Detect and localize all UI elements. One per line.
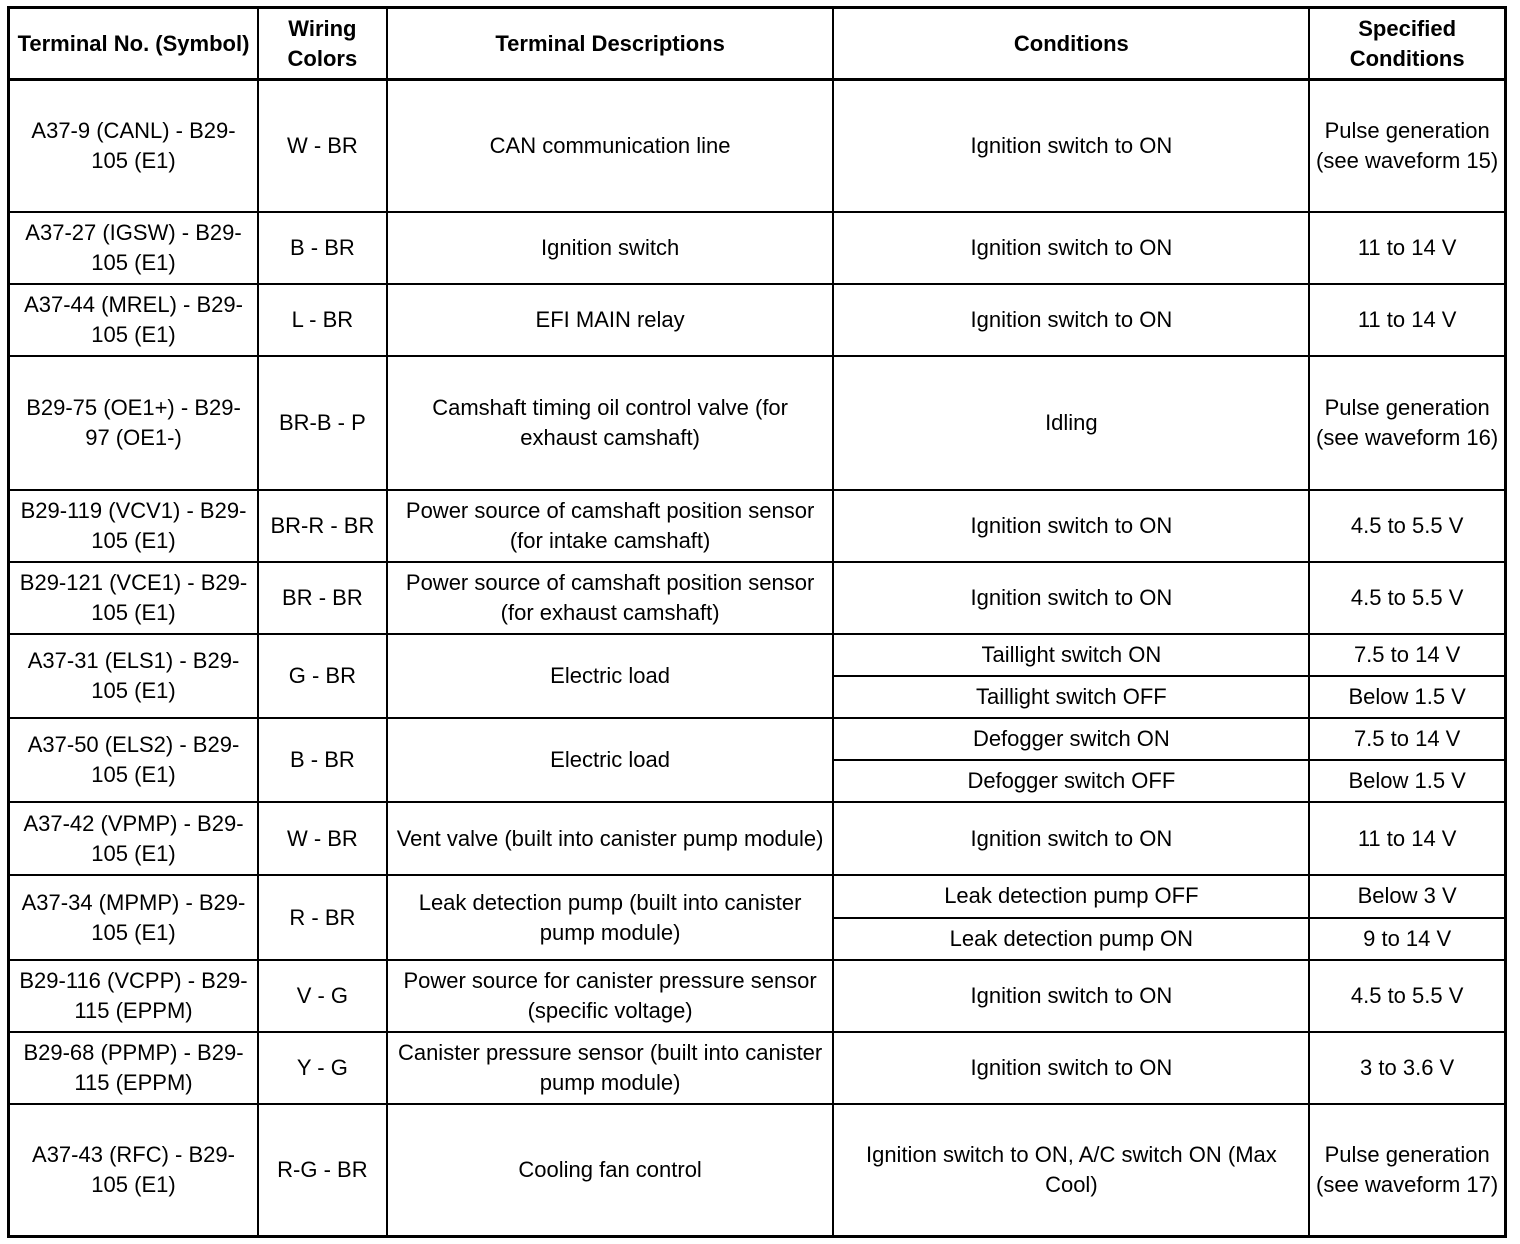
condition-cell: Defogger switch ON [833,718,1309,760]
specified-cell: 3 to 3.6 V [1309,1032,1505,1104]
description-cell: Leak detection pump (built into canister pump module) [387,875,834,959]
table-row [9,212,1506,284]
table-row [9,1104,1506,1237]
table-row [9,634,1506,676]
description-cell: Electric load [387,634,834,718]
table-row [9,718,1506,760]
specified-cell: Below 3 V [1309,875,1505,917]
description-cell: Power source of camshaft position sensor (for intake camshaft) [387,490,834,562]
description-cell: Ignition switch [387,212,834,284]
condition-cell: Taillight switch ON [833,634,1309,676]
header-description: Terminal Descriptions [387,8,834,80]
table-row [9,875,1506,917]
terminal-cell: B29-119 (VCV1) - B29-105 (E1) [9,490,259,562]
description-cell: Electric load [387,718,834,802]
wiring-cell: R - BR [258,875,387,959]
terminal-cell: A37-31 (ELS1) - B29-105 (E1) [9,634,259,718]
description-cell: CAN communication line [387,80,834,212]
description-cell: Camshaft timing oil control valve (for exhaust camshaft) [387,356,834,489]
specified-cell: 4.5 to 5.5 V [1309,562,1505,634]
terminal-cell: A37-9 (CANL) - B29-105 (E1) [9,80,259,212]
header-conditions: Conditions [833,8,1309,80]
specified-cell: 11 to 14 V [1309,802,1505,875]
condition-cell: Leak detection pump ON [833,918,1309,960]
header-row [9,8,1506,80]
condition-cell: Ignition switch to ON [833,960,1309,1032]
wiring-cell: G - BR [258,634,387,718]
condition-cell: Leak detection pump OFF [833,875,1309,917]
specified-cell: Pulse generation (see waveform 17) [1309,1104,1505,1237]
description-cell: Power source of camshaft position sensor (for exhaust camshaft) [387,562,834,634]
specified-cell: Below 1.5 V [1309,760,1505,802]
wiring-cell: BR-B - P [258,356,387,489]
specified-cell: 9 to 14 V [1309,918,1505,960]
terminal-cell: A37-27 (IGSW) - B29-105 (E1) [9,212,259,284]
terminal-cell: A37-34 (MPMP) - B29-105 (E1) [9,875,259,959]
header-wiring: Wiring Colors [258,8,387,80]
terminal-cell: A37-44 (MREL) - B29-105 (E1) [9,284,259,356]
wiring-cell: B - BR [258,212,387,284]
terminal-cell: B29-121 (VCE1) - B29-105 (E1) [9,562,259,634]
description-cell: Cooling fan control [387,1104,834,1237]
wiring-cell: V - G [258,960,387,1032]
wiring-cell: BR-R - BR [258,490,387,562]
description-cell: EFI MAIN relay [387,284,834,356]
terminal-cell: A37-50 (ELS2) - B29-105 (E1) [9,718,259,802]
specified-cell: Below 1.5 V [1309,676,1505,718]
condition-cell: Ignition switch to ON [833,490,1309,562]
condition-cell: Ignition switch to ON [833,802,1309,875]
specified-cell: 7.5 to 14 V [1309,718,1505,760]
table-row [9,1032,1506,1104]
header-specified: Specified Conditions [1309,8,1505,80]
wiring-cell: W - BR [258,802,387,875]
condition-cell: Ignition switch to ON [833,284,1309,356]
header-terminal: Terminal No. (Symbol) [9,8,259,80]
specified-cell: Pulse generation (see waveform 15) [1309,80,1505,212]
terminal-cell: A37-43 (RFC) - B29-105 (E1) [9,1104,259,1237]
specified-cell: 11 to 14 V [1309,212,1505,284]
table-row [9,960,1506,1032]
condition-cell: Ignition switch to ON [833,80,1309,212]
specified-cell: 11 to 14 V [1309,284,1505,356]
condition-cell: Taillight switch OFF [833,676,1309,718]
wiring-cell: Y - G [258,1032,387,1104]
condition-cell: Idling [833,356,1309,489]
terminal-cell: B29-75 (OE1+) - B29-97 (OE1-) [9,356,259,489]
terminal-cell: A37-42 (VPMP) - B29-105 (E1) [9,802,259,875]
description-cell: Vent valve (built into canister pump module) [387,802,834,875]
wiring-cell: R-G - BR [258,1104,387,1237]
table-row [9,562,1506,634]
condition-cell: Ignition switch to ON [833,562,1309,634]
wiring-cell: W - BR [258,80,387,212]
wiring-cell: B - BR [258,718,387,802]
specified-cell: 7.5 to 14 V [1309,634,1505,676]
description-cell: Power source for canister pressure sensor (specific voltage) [387,960,834,1032]
condition-cell: Ignition switch to ON [833,212,1309,284]
specified-cell: Pulse generation (see waveform 16) [1309,356,1505,489]
condition-cell: Defogger switch OFF [833,760,1309,802]
description-cell: Canister pressure sensor (built into canister pump module) [387,1032,834,1104]
wiring-cell: L - BR [258,284,387,356]
terminal-table [7,6,1507,1238]
wiring-cell: BR - BR [258,562,387,634]
specified-cell: 4.5 to 5.5 V [1309,960,1505,1032]
terminal-cell: B29-68 (PPMP) - B29-115 (EPPM) [9,1032,259,1104]
terminal-cell: B29-116 (VCPP) - B29-115 (EPPM) [9,960,259,1032]
table-row [9,802,1506,875]
condition-cell: Ignition switch to ON [833,1032,1309,1104]
table-row [9,356,1506,489]
table-row [9,80,1506,212]
condition-cell: Ignition switch to ON, A/C switch ON (Max Cool) [833,1104,1309,1237]
table-row [9,284,1506,356]
specified-cell: 4.5 to 5.5 V [1309,490,1505,562]
table-row [9,490,1506,562]
